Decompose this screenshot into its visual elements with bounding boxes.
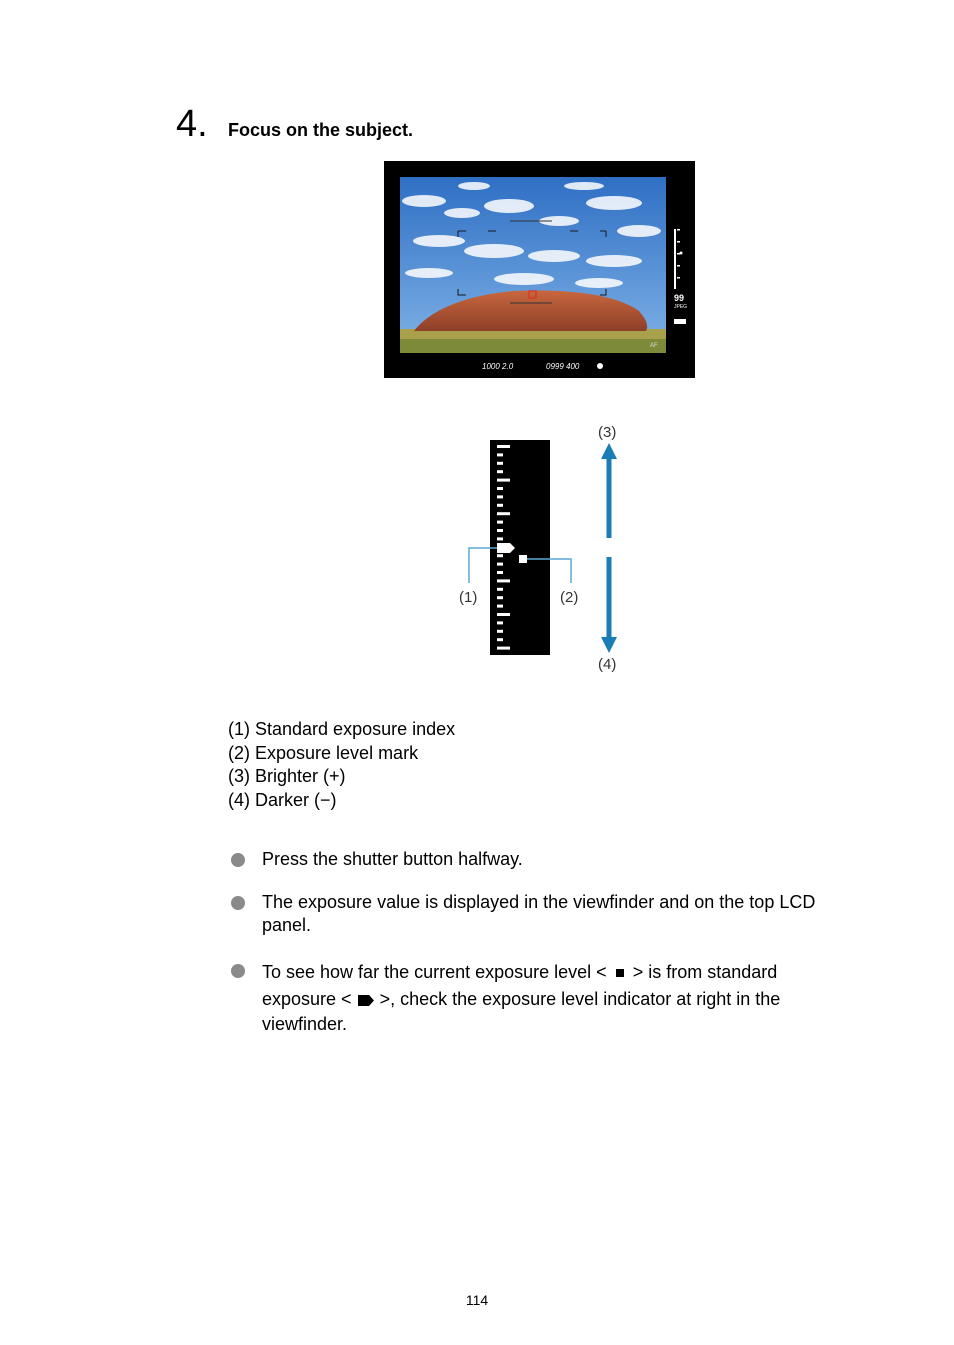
standard-index-pointer-icon — [358, 995, 374, 1006]
viewfinder-readout-right: 0999 400 — [546, 362, 580, 371]
indicator-tick — [497, 521, 503, 524]
exposure-level-mark-icon — [616, 969, 624, 977]
callout-3: (3) — [598, 424, 617, 441]
step-title: Focus on the subject. — [228, 120, 414, 140]
instruction-list — [228, 848, 868, 1036]
legend-item: (3) Brighter (+) — [228, 766, 346, 786]
step-number: 4. — [176, 103, 208, 145]
indicator-tick — [497, 613, 510, 616]
bullet-text: > is from standard — [632, 962, 778, 982]
indicator-tick — [497, 495, 503, 498]
indicator-tick — [497, 630, 503, 633]
legend-item: (4) Darker (−) — [228, 789, 337, 810]
bullet-icon — [231, 853, 245, 867]
legend-item: (1) Standard exposure index — [228, 719, 456, 739]
indicator-tick — [497, 479, 510, 482]
bullet-text: To see how far the current exposure level < — [262, 962, 607, 982]
indicator-tick — [497, 554, 503, 557]
indicator-tick — [497, 571, 503, 574]
bullet-text: panel. — [262, 915, 312, 935]
callout-2: (2) — [560, 589, 579, 606]
focus-confirmation-dot — [597, 363, 603, 369]
indicator-tick — [497, 470, 503, 473]
viewfinder-format: JPEG — [674, 304, 688, 310]
bullet-text: >, check the exposure level indicator at right in the — [379, 989, 781, 1009]
indicator-tick — [497, 537, 503, 540]
viewfinder-image — [384, 161, 695, 378]
viewfinder-count: 99 — [674, 293, 685, 303]
indicator-tick — [497, 487, 503, 490]
indicator-tick — [497, 563, 503, 566]
bullet-text: The exposure value is displayed in the viewfinder and on the top LCD — [262, 892, 816, 912]
bullet-icon — [231, 964, 245, 978]
page-number: 114 — [465, 1292, 489, 1308]
indicator-tick — [497, 504, 503, 507]
indicator-tick — [497, 512, 510, 515]
list-item — [228, 959, 868, 1036]
indicator-tick — [497, 605, 503, 608]
callout-1: (1) — [459, 589, 478, 606]
indicator-tick — [497, 529, 503, 532]
indicator-tick — [497, 588, 503, 591]
bullet-text: viewfinder. — [262, 1014, 348, 1034]
list-item — [228, 848, 868, 871]
indicator-tick — [497, 579, 510, 582]
indicator-tick — [497, 445, 510, 448]
bullet-text: exposure < — [262, 989, 352, 1009]
list-item — [228, 891, 868, 937]
exposure-indicator-diagram — [440, 415, 650, 680]
indicator-tick — [497, 621, 503, 624]
bullet-text: Press the shutter button halfway. — [262, 849, 523, 869]
bullet-icon — [231, 896, 245, 910]
indicator-tick — [497, 596, 503, 599]
callout-4: (4) — [598, 656, 617, 673]
indicator-tick — [497, 462, 503, 465]
viewfinder-readout-left: 1000 2.0 — [482, 362, 514, 371]
exposure-level-mark — [519, 555, 527, 563]
indicator-tick — [497, 453, 503, 456]
indicator-tick — [497, 647, 510, 650]
legend-item: (2) Exposure level mark — [228, 742, 419, 763]
viewfinder-af-badge: AF — [650, 343, 658, 349]
callout-legend — [228, 718, 455, 812]
indicator-tick — [497, 638, 503, 641]
